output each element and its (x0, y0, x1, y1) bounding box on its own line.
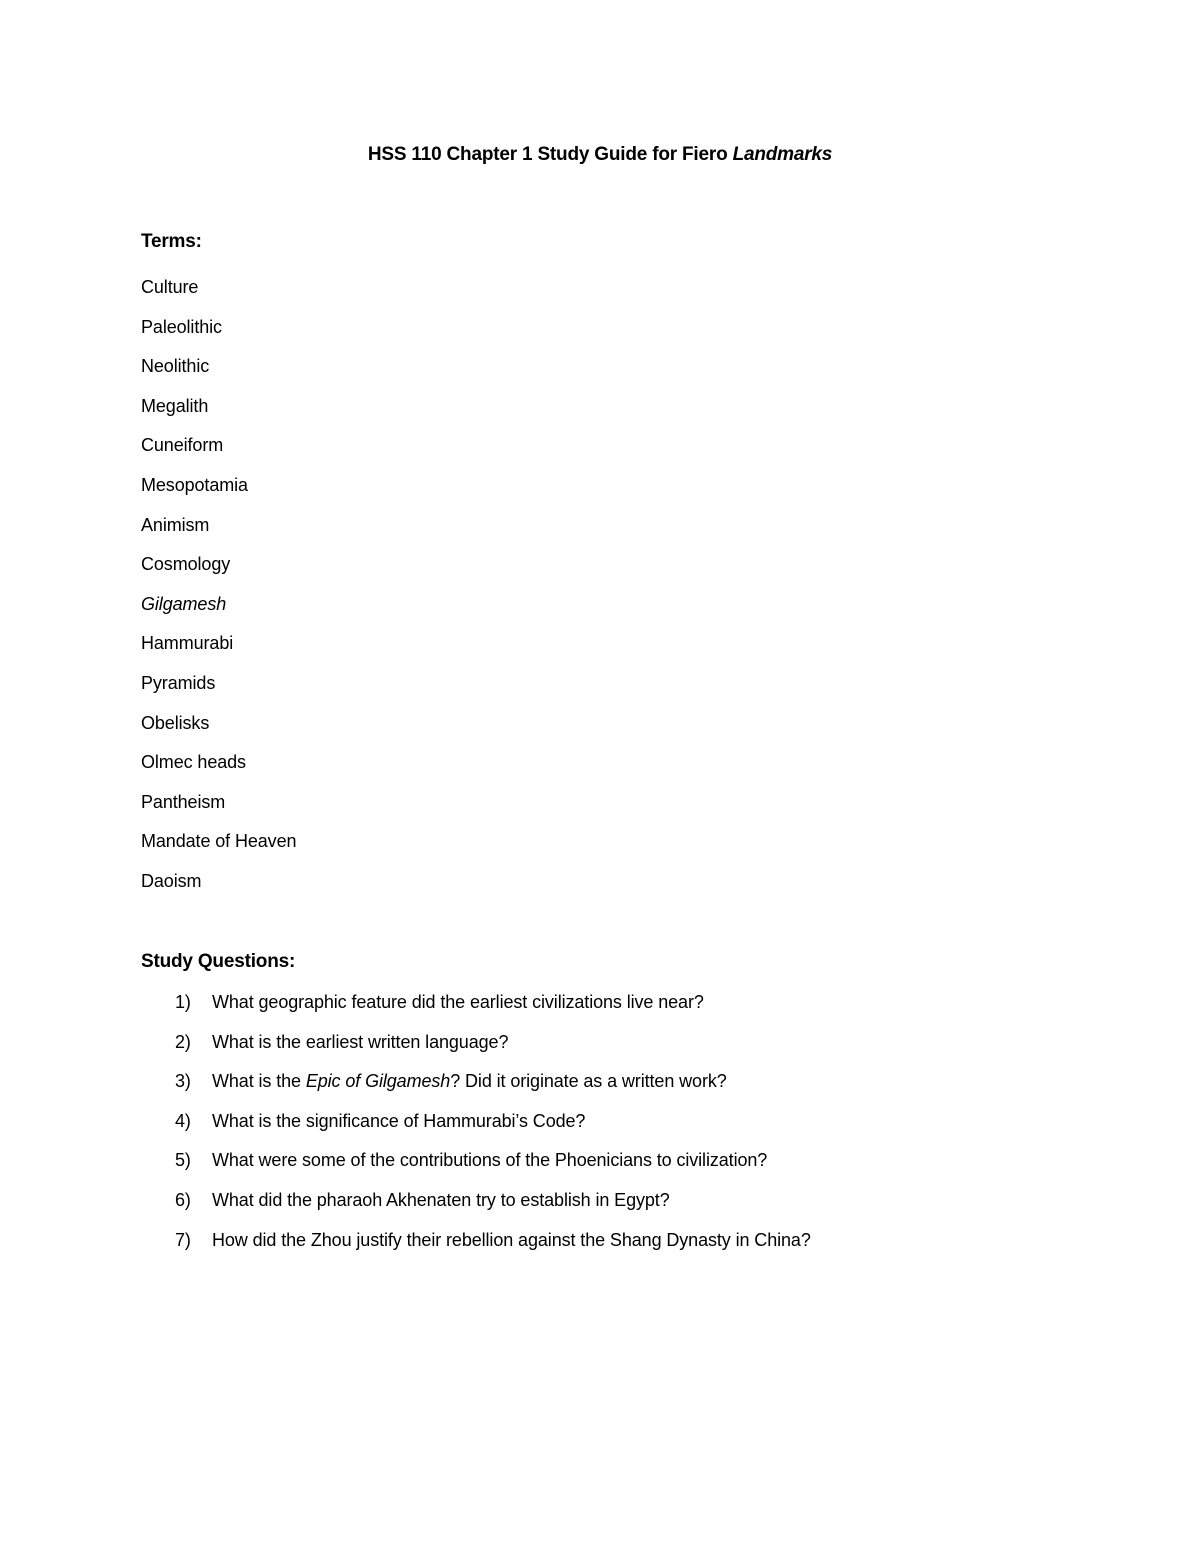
question-text-part: How did the Zhou justify their rebellion against the Shang Dynasty in China? (212, 1229, 811, 1250)
terms-heading: Terms: (141, 231, 202, 252)
question-text-part: What is the significance of Hammurabi’s Code? (212, 1110, 586, 1131)
question-number: 2) (175, 1031, 191, 1052)
term-item: Cosmology (141, 554, 231, 575)
question-text-part: What did the pharaoh Akhenaten try to establish in Egypt? (212, 1189, 670, 1210)
study-question-item (141, 1226, 1101, 1266)
term-item: Mandate of Heaven (141, 831, 297, 852)
study-question-item (141, 1067, 1101, 1107)
title-italic: Landmarks (732, 144, 833, 165)
page-title (0, 141, 1200, 169)
term-item: Culture (141, 277, 199, 297)
term-item: Obelisks (141, 712, 210, 733)
question-number: 5) (175, 1150, 191, 1171)
terms-list (141, 273, 296, 907)
question-text-part: What is the (212, 1071, 306, 1092)
question-number: 3) (175, 1071, 191, 1092)
question-text-part: What were some of the contributions of the Phoenicians to civilization? (212, 1150, 768, 1171)
study-question-item (141, 1028, 1101, 1068)
term-item: Mesopotamia (141, 474, 248, 495)
term-item: Animism (141, 514, 210, 535)
term-item: Paleolithic (141, 316, 222, 337)
question-text (212, 988, 704, 1016)
study-question-item (141, 988, 1101, 1028)
question-italic-title: Epic of Gilgamesh (305, 1071, 451, 1092)
question-text (212, 1226, 811, 1254)
study-questions-list (141, 988, 1101, 1265)
question-number: 7) (175, 1229, 191, 1250)
term-item: Daoism (141, 870, 202, 891)
question-number: 6) (175, 1189, 191, 1210)
term-item: Olmec heads (141, 752, 246, 773)
question-text (212, 1067, 727, 1095)
question-text (212, 1186, 670, 1214)
study-questions-heading: Study Questions: (141, 951, 296, 972)
term-item: Pantheism (141, 791, 226, 812)
title-main: HSS 110 Chapter 1 Study Guide for Fiero (367, 144, 733, 165)
question-number: 1) (175, 992, 191, 1012)
term-item: Pyramids (141, 672, 216, 693)
study-question-item (141, 1107, 1101, 1147)
question-text-part: What is the earliest written language? (212, 1031, 509, 1052)
question-text (212, 1107, 585, 1135)
study-question-item (141, 1146, 1101, 1186)
question-number: 4) (175, 1110, 191, 1131)
question-text-part: What geographic feature did the earliest civilizations live near? (212, 992, 704, 1012)
study-question-item (141, 1186, 1101, 1226)
term-item: Megalith (141, 395, 209, 416)
question-text (212, 1028, 508, 1056)
question-text (212, 1146, 767, 1174)
question-text-part: ? Did it originate as a written work? (450, 1071, 727, 1092)
term-item: Cuneiform (141, 435, 224, 456)
term-item: Hammurabi (141, 633, 234, 654)
term-item: Neolithic (141, 356, 210, 377)
term-item: Gilgamesh (141, 593, 227, 614)
